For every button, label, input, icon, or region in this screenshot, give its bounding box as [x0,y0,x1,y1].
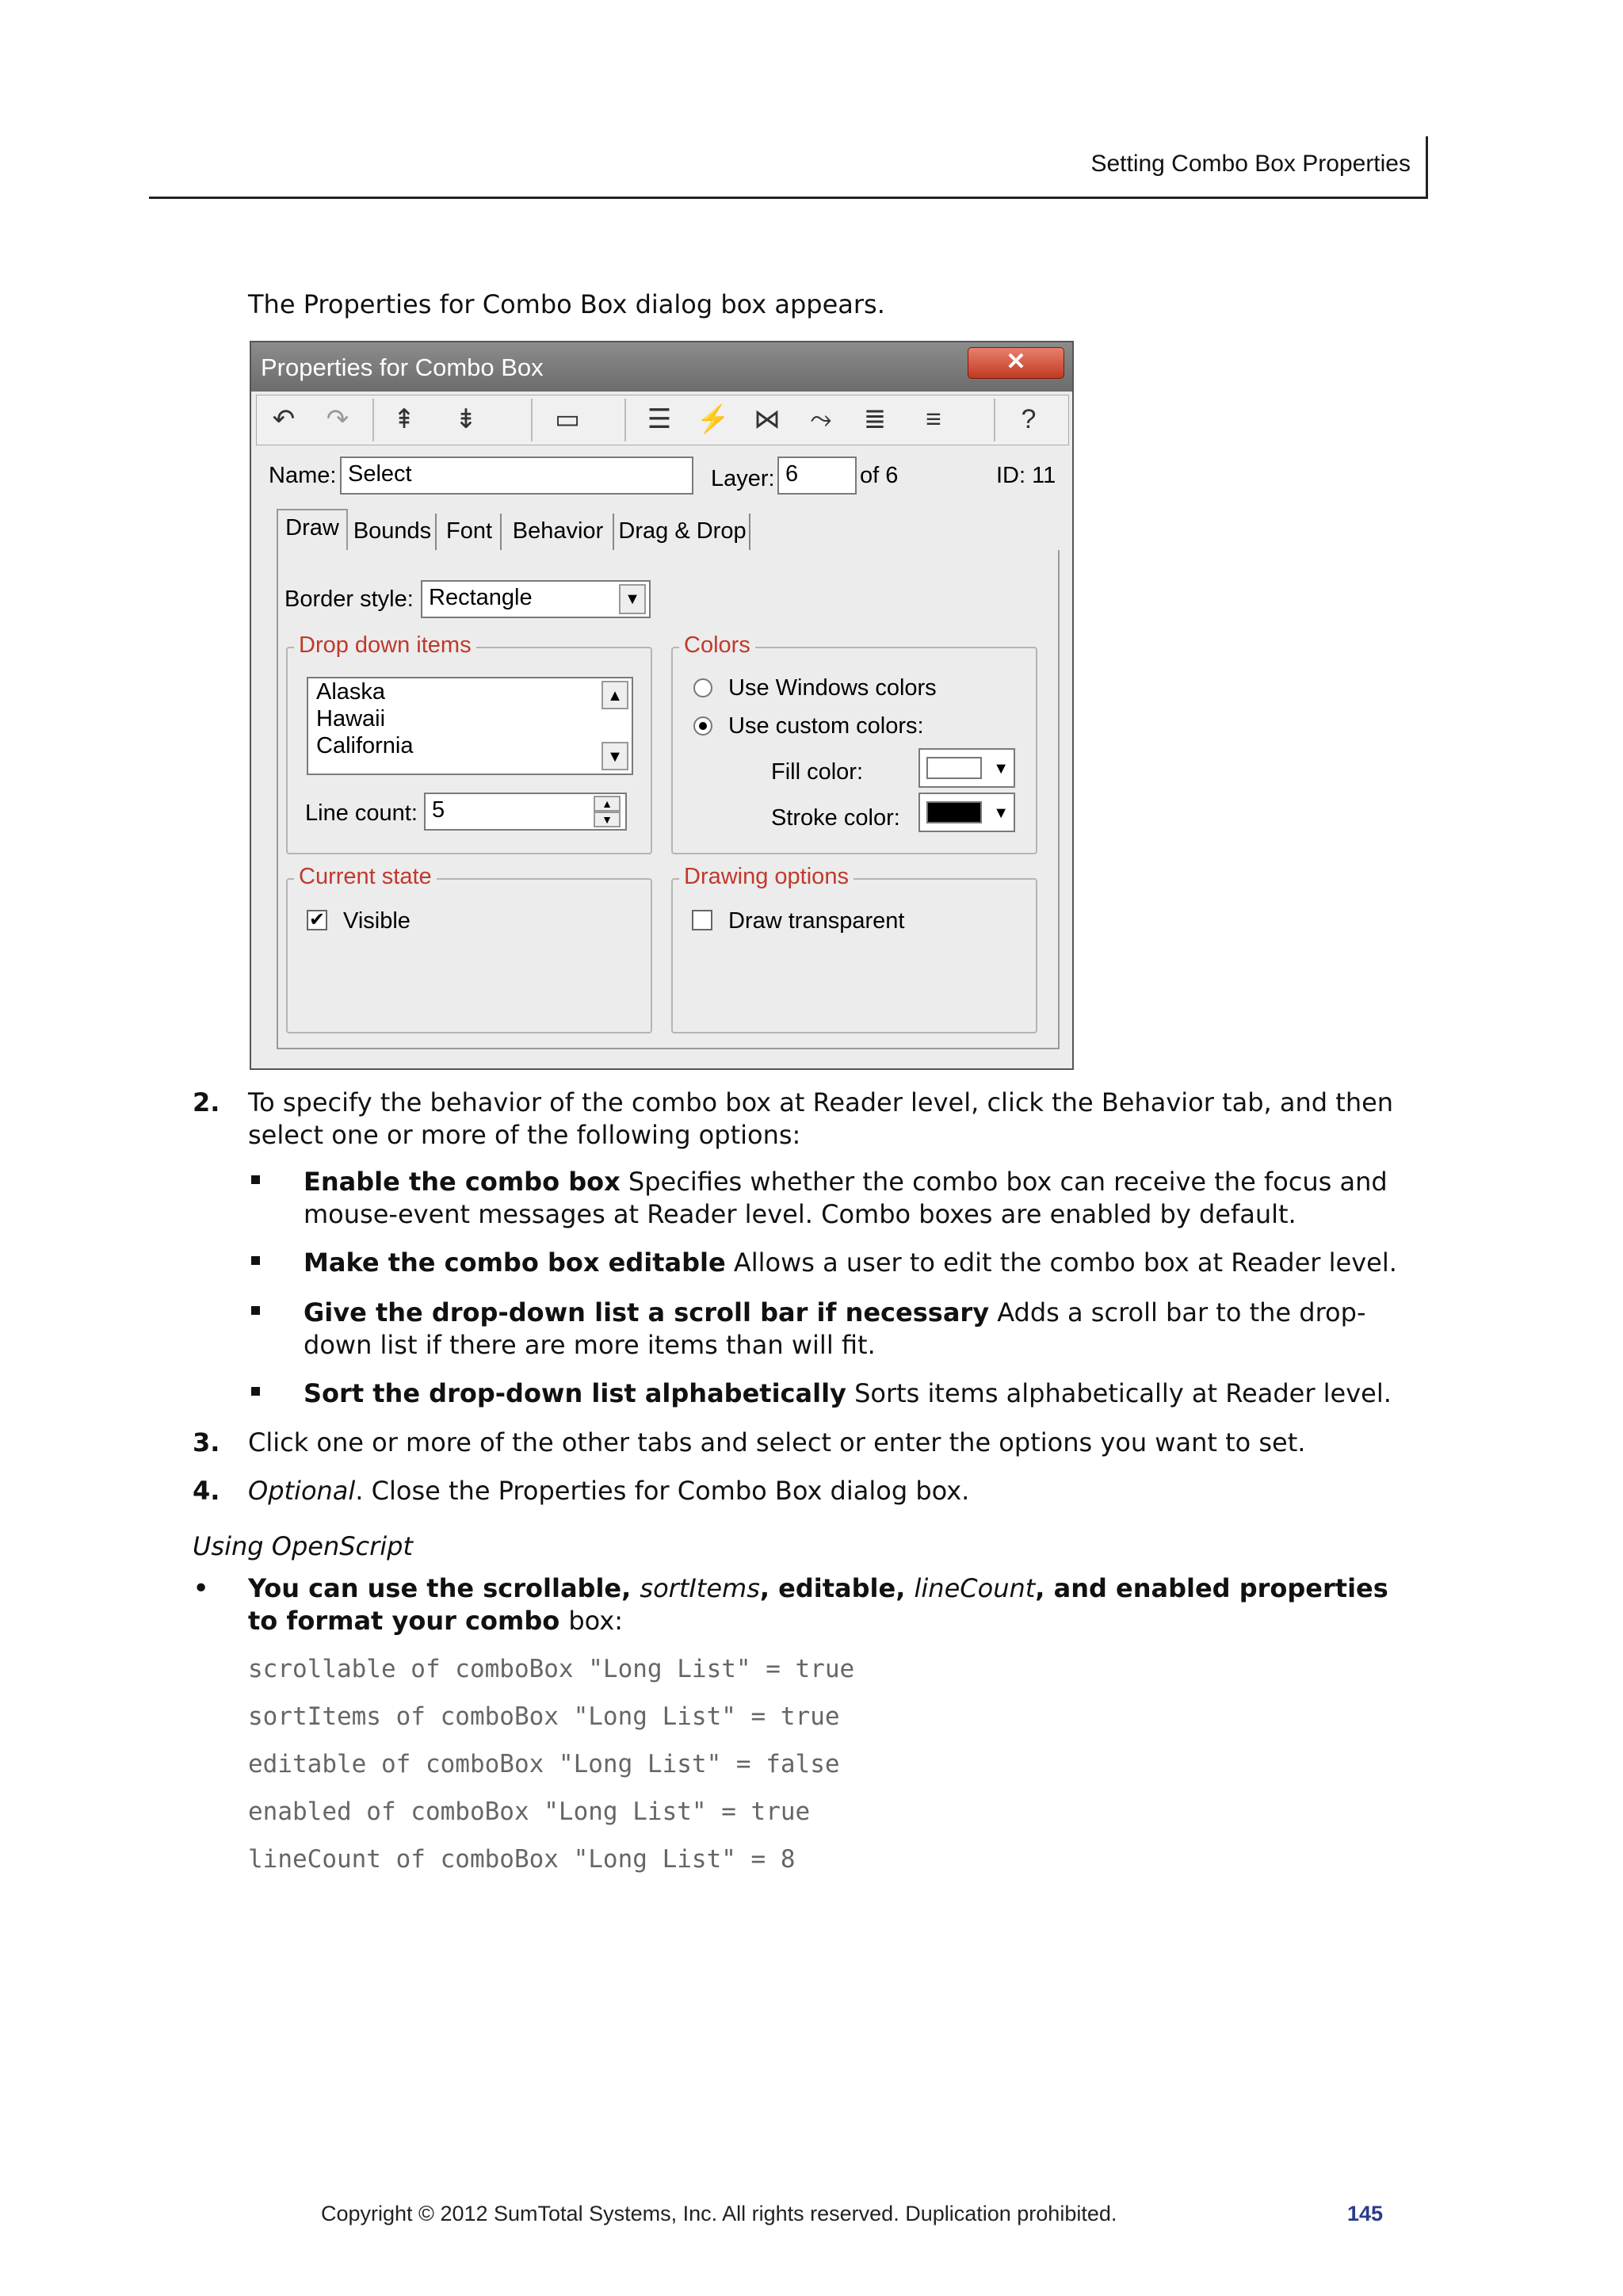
bring-forward-icon[interactable]: ⇞ [392,404,416,434]
optional-label: Optional [248,1476,356,1506]
tab-font[interactable]: Font [438,514,502,550]
id-label: ID: 11 [996,463,1056,488]
stroke-color-picker[interactable] [918,793,1015,832]
border-style-label: Border style: [285,586,414,612]
text-run: box: [568,1606,623,1636]
openscript-bullet [248,1572,1405,1637]
header-vertical-rule [1426,136,1428,199]
header-rule [149,197,1428,199]
script-icon[interactable]: ≣ [863,404,887,434]
visible-label: Visible [343,908,411,934]
stepper-down-icon[interactable]: ▼ [594,812,621,827]
chevron-down-icon[interactable]: ▼ [619,584,646,614]
option-desc: Allows a user to edit the combo box at Reader level. [725,1247,1397,1278]
line-count-field[interactable]: 5 [424,793,627,831]
layer-field[interactable]: 6 [777,457,857,495]
running-header: Setting Combo Box Properties [1090,151,1411,177]
border-style-select[interactable] [421,580,651,618]
ruler-icon[interactable]: ▭ [554,404,581,434]
use-custom-colors-label: Use custom colors: [728,713,924,739]
step-desc: . Close the Properties for Combo Box dialog box. [355,1476,970,1506]
code-line: lineCount of comboBox "Long List" = 8 [248,1845,796,1874]
option-item [304,1247,1405,1279]
properties-dialog [250,341,1074,1070]
draw-transparent-checkbox[interactable] [692,910,712,930]
text-run: , editable, [759,1573,915,1603]
lightning-icon[interactable]: ⚡ [696,404,731,434]
bullet-dot: • [193,1572,210,1605]
drawing-options-legend: Drawing options [679,864,854,890]
tab-bounds[interactable]: Bounds [349,514,437,550]
option-item [304,1297,1405,1362]
step-text: To specify the behavior of the combo box at Reader level, click the Behavior tab, and then select one or more of the following options: [248,1087,1394,1150]
current-state-group [286,864,652,1033]
border-style-value: Rectangle [429,585,533,610]
toolbar [256,395,1069,445]
stroke-color-label: Stroke color: [771,805,900,831]
option-desc: Adds a scroll bar to the drop-down list if there are more items than will fit. [304,1297,1366,1360]
redo-icon[interactable]: ↷ [326,404,349,434]
intro-text: The Properties for Combo Box dialog box appears. [248,289,885,319]
fill-color-label: Fill color: [771,759,864,785]
name-label: Name: [269,463,337,488]
option-item [304,1166,1405,1231]
text-run: You can use the scrollable, [248,1573,640,1603]
step-number: 4. [193,1476,220,1506]
text-run: , and enabled properties to format your combo [248,1573,1388,1636]
drop-down-items-legend: Drop down items [294,632,476,659]
option-name: Sort the drop-down list alphabetically [304,1378,846,1408]
list-item: Alaska [316,679,386,705]
fill-color-swatch [926,757,982,779]
draw-transparent-label: Draw transparent [728,908,905,934]
link-icon[interactable]: ⋈ [754,404,781,434]
path-icon[interactable]: ⤳ [810,404,832,434]
fill-color-picker[interactable] [918,748,1015,788]
properties-icon[interactable]: ☰ [647,404,672,434]
text-run: lineCount [914,1573,1036,1603]
chevron-down-icon: ▼ [993,804,1009,822]
close-button[interactable] [968,347,1064,379]
scroll-down-icon[interactable]: ▼ [601,742,628,770]
option-name: Give the drop-down list a scroll bar if necessary [304,1297,990,1328]
step-text: Click one or more of the other tabs and select or enter the options you want to set. [248,1427,1306,1457]
name-field[interactable]: Select [340,457,693,495]
tab-behavior[interactable]: Behavior [503,514,614,550]
script-menu-icon[interactable]: ≡ [926,404,941,434]
stepper-up-icon[interactable]: ▲ [594,796,621,812]
step-number: 3. [193,1427,220,1457]
line-count-label: Line count: [305,800,418,826]
use-windows-colors-radio[interactable] [693,678,712,697]
list-item: Hawaii [316,706,386,732]
option-name: Make the combo box editable [304,1247,726,1278]
code-line: editable of comboBox "Long List" = false [248,1750,840,1778]
code-line: sortItems of comboBox "Long List" = true [248,1702,840,1731]
step-text [248,1475,1405,1507]
option-desc: Sorts items alphabetically at Reader level. [846,1378,1392,1408]
drop-down-items-list[interactable] [307,677,633,775]
undo-icon[interactable]: ↶ [272,404,296,434]
option-desc: Specifies whether the combo box can receive the focus and mouse-event messages at Reader level. Combo boxes are enabled by default. [304,1167,1388,1229]
use-custom-colors-radio[interactable] [693,716,712,735]
send-backward-icon[interactable]: ⇟ [454,404,478,434]
close-icon: ✕ [1006,349,1026,375]
option-item [304,1377,1405,1410]
dialog-title: Properties for Combo Box [261,353,544,381]
openscript-heading: Using OpenScript [193,1531,414,1561]
text-run: sortItems [640,1573,760,1603]
footer-copyright: Copyright © 2012 SumTotal Systems, Inc. All rights reserved. Duplication prohibited. [321,2202,1117,2225]
help-icon[interactable]: ? [1021,404,1037,434]
current-state-legend: Current state [294,864,437,890]
tab-drag-drop[interactable]: Drag & Drop [616,514,750,550]
page-number: 145 [1347,2202,1384,2225]
tab-draw[interactable]: Draw [277,509,348,550]
dialog-title-bar [251,342,1072,392]
list-item: California [316,733,414,758]
code-line: scrollable of comboBox "Long List" = true [248,1655,855,1683]
layer-label: Layer: [711,466,775,491]
step-number: 2. [193,1087,220,1117]
use-windows-colors-label: Use Windows colors [728,675,937,701]
stroke-color-swatch [926,801,982,823]
chevron-down-icon: ▼ [993,760,1009,777]
visible-checkbox[interactable]: ✔ [307,910,327,930]
drawing-options-group [671,864,1037,1033]
colors-legend: Colors [679,632,755,659]
option-name: Enable the combo box [304,1167,621,1197]
scroll-up-icon[interactable]: ▲ [601,681,628,709]
layer-of-text: of 6 [860,463,899,488]
code-line: enabled of comboBox "Long List" = true [248,1797,811,1826]
